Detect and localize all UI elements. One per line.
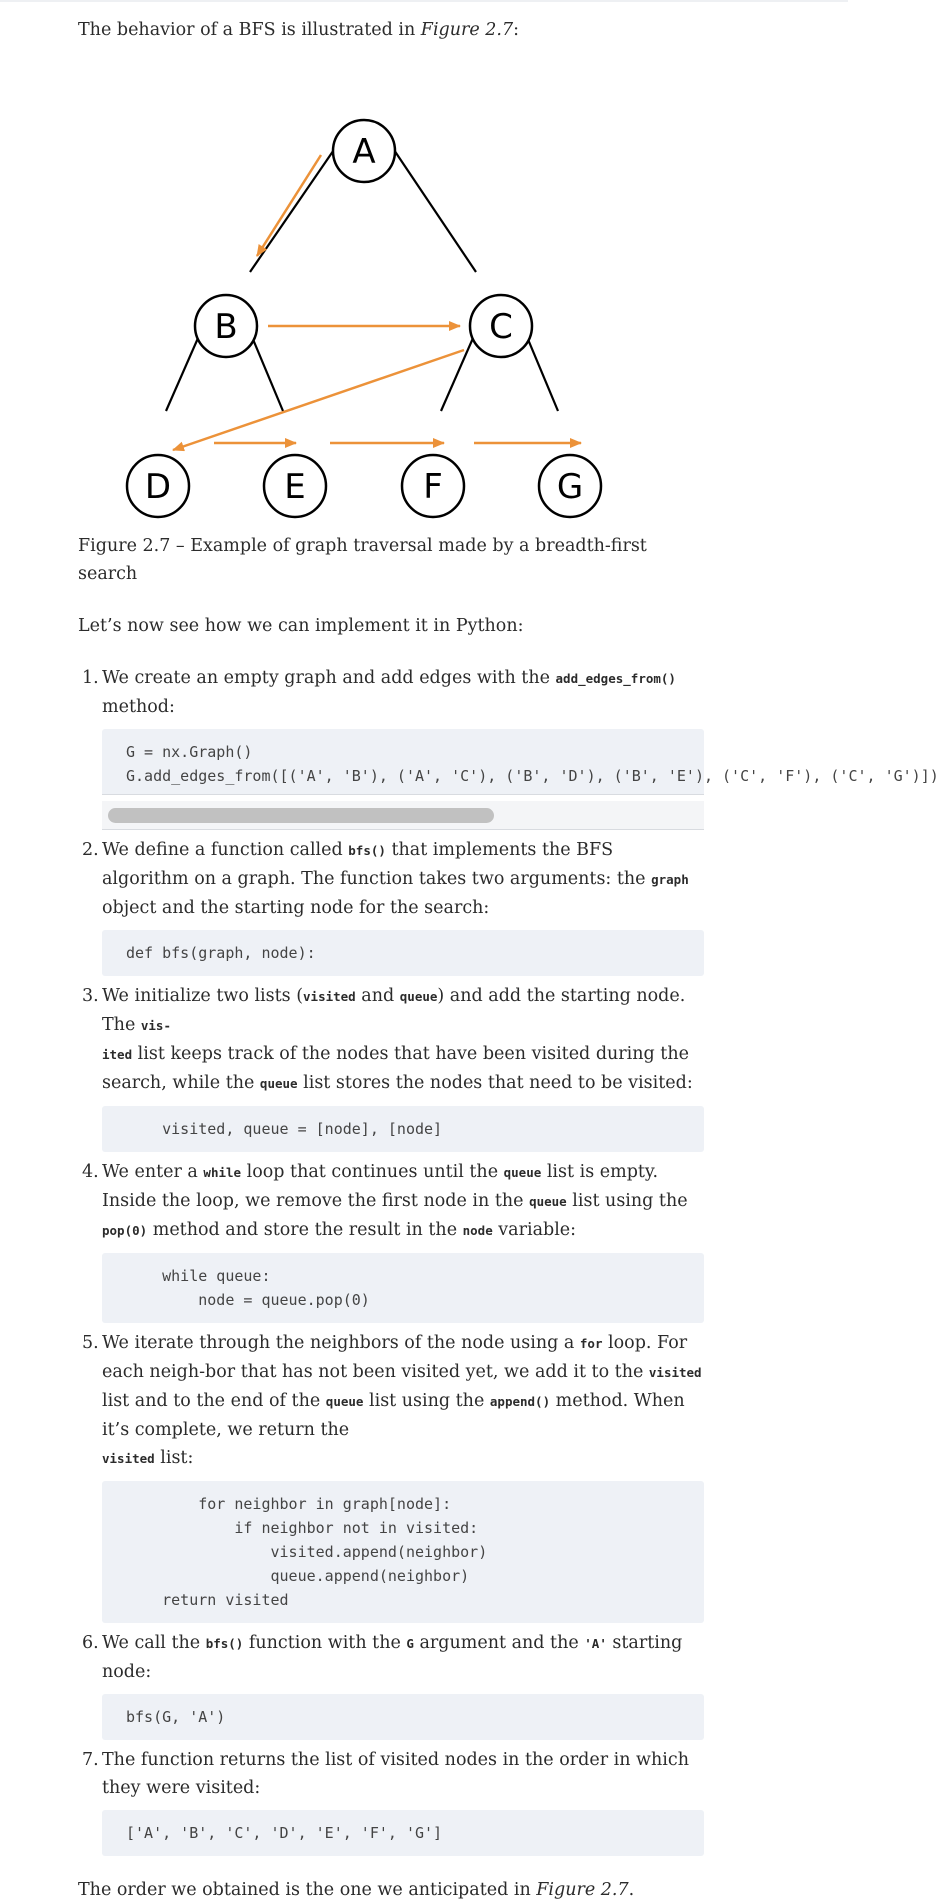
bfs-graph-figure bbox=[78, 58, 704, 528]
step-text: The function returns the list of visited nodes in the order in which they were visited: bbox=[102, 1750, 689, 1798]
step-number: 1. bbox=[82, 668, 99, 688]
svg-text:G: G bbox=[556, 467, 584, 507]
top-divider bbox=[0, 0, 848, 2]
scrollbar-thumb[interactable] bbox=[108, 808, 494, 823]
code-block-def[interactable]: def bfs(graph, node): bbox=[102, 930, 704, 976]
step-text: We create an empty graph and add edges with the add_edges_from() method: bbox=[102, 668, 676, 717]
step-text: We initialize two lists (visited and queue) and add the starting node. The vis- ited list keeps track of the nodes that have been visited during the search, while the queue list stores the nodes that need to be visited: bbox=[102, 986, 693, 1093]
step-text: We iterate through the neighbors of the node using a for loop. For each neigh-bor that has not been visited yet, we add it to the visited list and to the end of the queue list using the append() method. When it’s complete, we return the visited list: bbox=[102, 1333, 702, 1468]
svg-text:C: C bbox=[489, 307, 513, 347]
graph-diagram bbox=[78, 58, 704, 528]
node-b bbox=[195, 295, 257, 357]
step-number: 4. bbox=[82, 1162, 99, 1182]
step-text: We enter a while loop that continues until the queue list is empty. Inside the loop, we remove the first node in the queue list using the pop(0) method and store the result in the node variable: bbox=[102, 1162, 688, 1240]
figure-reference[interactable]: Figure 2.7 bbox=[420, 20, 514, 40]
svg-text:D: D bbox=[144, 467, 172, 507]
svg-text:F: F bbox=[423, 467, 443, 507]
code-block-graph[interactable]: G = nx.Graph() G.add_edges_from([('A', 'B'), ('A', 'C'), ('B', 'D'), ('B', 'E'), ('C', 'F'), ('C', 'G')]) bbox=[102, 729, 704, 795]
code-horizontal-scrollbar[interactable] bbox=[102, 801, 704, 830]
lead-paragraph: Let’s now see how we can implement it in Python: bbox=[78, 616, 524, 636]
steps-list bbox=[78, 664, 939, 1856]
outro-paragraph: The order we obtained is the one we anticipated in Figure 2.7. bbox=[78, 1880, 635, 1900]
step-5 bbox=[78, 1329, 704, 1623]
node-c bbox=[470, 295, 532, 357]
code-block-while[interactable]: while queue: node = queue.pop(0) bbox=[102, 1253, 704, 1323]
arrow-a-to-b bbox=[257, 155, 321, 256]
edge-a-c bbox=[388, 141, 476, 272]
svg-text:E: E bbox=[284, 467, 306, 507]
node-a bbox=[333, 120, 395, 182]
code-block-init[interactable]: visited, queue = [node], [node] bbox=[102, 1106, 704, 1152]
step-text: We define a function called bfs() that implements the BFS algorithm on a graph. The function takes two arguments: the graph object and the starting node for the search: bbox=[102, 840, 689, 918]
step-text: We call the bfs() function with the G argument and the 'A' starting node: bbox=[102, 1633, 683, 1682]
step-7 bbox=[78, 1746, 704, 1856]
step-number: 2. bbox=[82, 840, 99, 860]
arrow-c-to-d bbox=[173, 350, 464, 450]
step-3 bbox=[78, 982, 704, 1152]
step-number: 7. bbox=[82, 1750, 99, 1770]
svg-text:B: B bbox=[214, 307, 238, 347]
node-e bbox=[264, 455, 326, 517]
node-d bbox=[127, 455, 189, 517]
page-content bbox=[78, 16, 939, 1904]
edge-a-b bbox=[250, 141, 340, 272]
intro-paragraph: The behavior of a BFS is illustrated in Figure 2.7: bbox=[78, 20, 520, 40]
node-f bbox=[402, 455, 464, 517]
step-number: 5. bbox=[82, 1333, 99, 1353]
code-block-output[interactable]: ['A', 'B', 'C', 'D', 'E', 'F', 'G'] bbox=[102, 1810, 704, 1856]
step-6 bbox=[78, 1629, 704, 1740]
svg-text:A: A bbox=[352, 132, 376, 172]
graph-nodes bbox=[127, 120, 601, 517]
step-number: 6. bbox=[82, 1633, 99, 1653]
step-2 bbox=[78, 836, 704, 976]
code-block-for[interactable]: for neighbor in graph[node]: if neighbor not in visited: visited.append(neighbor) queue.append(neighbor) return visited bbox=[102, 1481, 704, 1623]
step-1 bbox=[78, 664, 939, 830]
code-block-call[interactable]: bfs(G, 'A') bbox=[102, 1694, 704, 1740]
figure-reference[interactable]: Figure 2.7 bbox=[536, 1880, 629, 1900]
step-4 bbox=[78, 1158, 704, 1323]
figure-caption: Figure 2.7 – Example of graph traversal made by a breadth-first search bbox=[78, 536, 647, 584]
step-number: 3. bbox=[82, 986, 99, 1006]
node-g bbox=[539, 455, 601, 517]
